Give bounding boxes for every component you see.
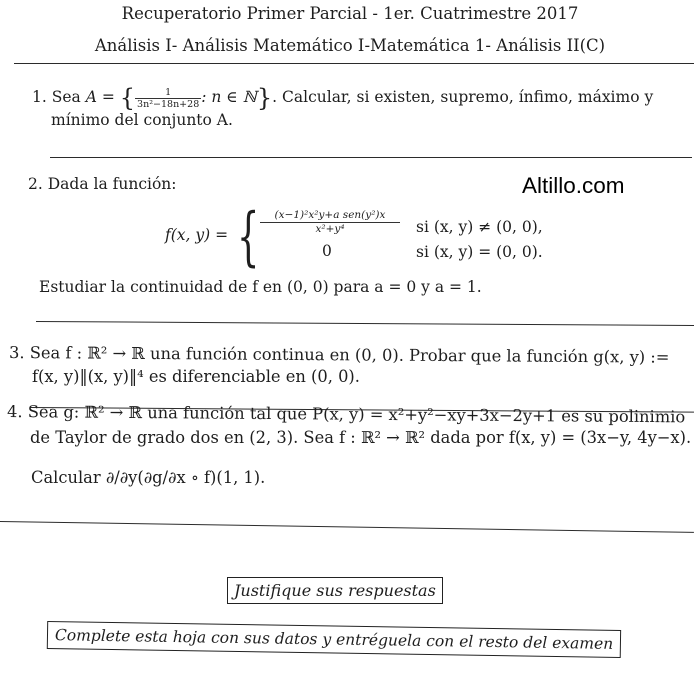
- question-3-number: 3.: [8, 343, 25, 363]
- divider: [36, 321, 694, 326]
- exam-title: Recuperatorio Primer Parcial - 1er. Cuatrimestre 2017: [121, 4, 579, 23]
- case-2-condition: si (x, y) = (0, 0).: [416, 243, 543, 261]
- question-4-line-1: 4. Sea g: ℝ² → ℝ una función tal que P(x, y) = x²+y²−xy+3x−2y+1 es su polinimio: [6, 402, 686, 427]
- divider: [0, 521, 694, 533]
- case-2-value: 0: [322, 242, 332, 260]
- question-4-line-3: Calcular ∂/∂y(∂g/∂x ∘ f)(1, 1).: [31, 468, 266, 487]
- course-subtitle: Análisis I- Análisis Matemático I-Matemática 1- Análisis II(C): [94, 36, 606, 55]
- question-4-number: 4.: [6, 402, 23, 422]
- question-3-line-1: 3. Sea f : ℝ² → ℝ una función continua en (0, 0). Probar que la función g(x, y) :=: [8, 343, 670, 367]
- set-fraction: $\frac{1}{\text{3n²−18n+28}}$: [137, 86, 200, 110]
- divider: [14, 63, 694, 64]
- question-2-task: Estudiar la continuidad de f en (0, 0) para a = 0 y a = 1.: [39, 278, 482, 296]
- question-2-number: 2.: [28, 175, 43, 193]
- question-1-rest: . Calcular, si existen, supremo, ínfimo, máximo y: [272, 88, 654, 106]
- question-2-intro: 2. Dada la función:: [28, 175, 177, 193]
- piecewise-brace: {: [237, 200, 260, 274]
- case-1-fraction: (x−1)²x²y+a sen(y²)x x²+y⁴: [260, 209, 400, 235]
- question-1-line-2: mínimo del conjunto A.: [51, 111, 233, 129]
- case-1-condition: si (x, y) ≠ (0, 0),: [416, 218, 543, 236]
- watermark-text: Altillo.com: [522, 173, 625, 198]
- question-4-line-2: de Taylor de grado dos en (2, 3). Sea f : ℝ² → ℝ² dada por f(x, y) = (3x−y, 4y−x).: [30, 428, 692, 447]
- question-1-number: 1.: [32, 88, 47, 106]
- question-1-line-1: 1. Sea A = { $\frac{1}{\text{3n²−18n+28}}$ : n ∈ ℕ}. Calcular, si existen, supremo, ínfimo, máximo y: [32, 84, 654, 112]
- divider: [50, 157, 692, 158]
- set-condition: : n ∈ ℕ: [201, 88, 257, 106]
- justify-box: Justifique sus respuestas: [227, 577, 443, 604]
- instructions-box: Complete esta hoja con sus datos y entréguela con el resto del examen: [47, 621, 622, 658]
- question-1-lead: Sea: [51, 88, 81, 106]
- function-lhs: f(x, y) =: [165, 226, 229, 244]
- question-3-line-2: f(x, y)‖(x, y)‖⁴ es diferenciable en (0, 0).: [32, 367, 360, 386]
